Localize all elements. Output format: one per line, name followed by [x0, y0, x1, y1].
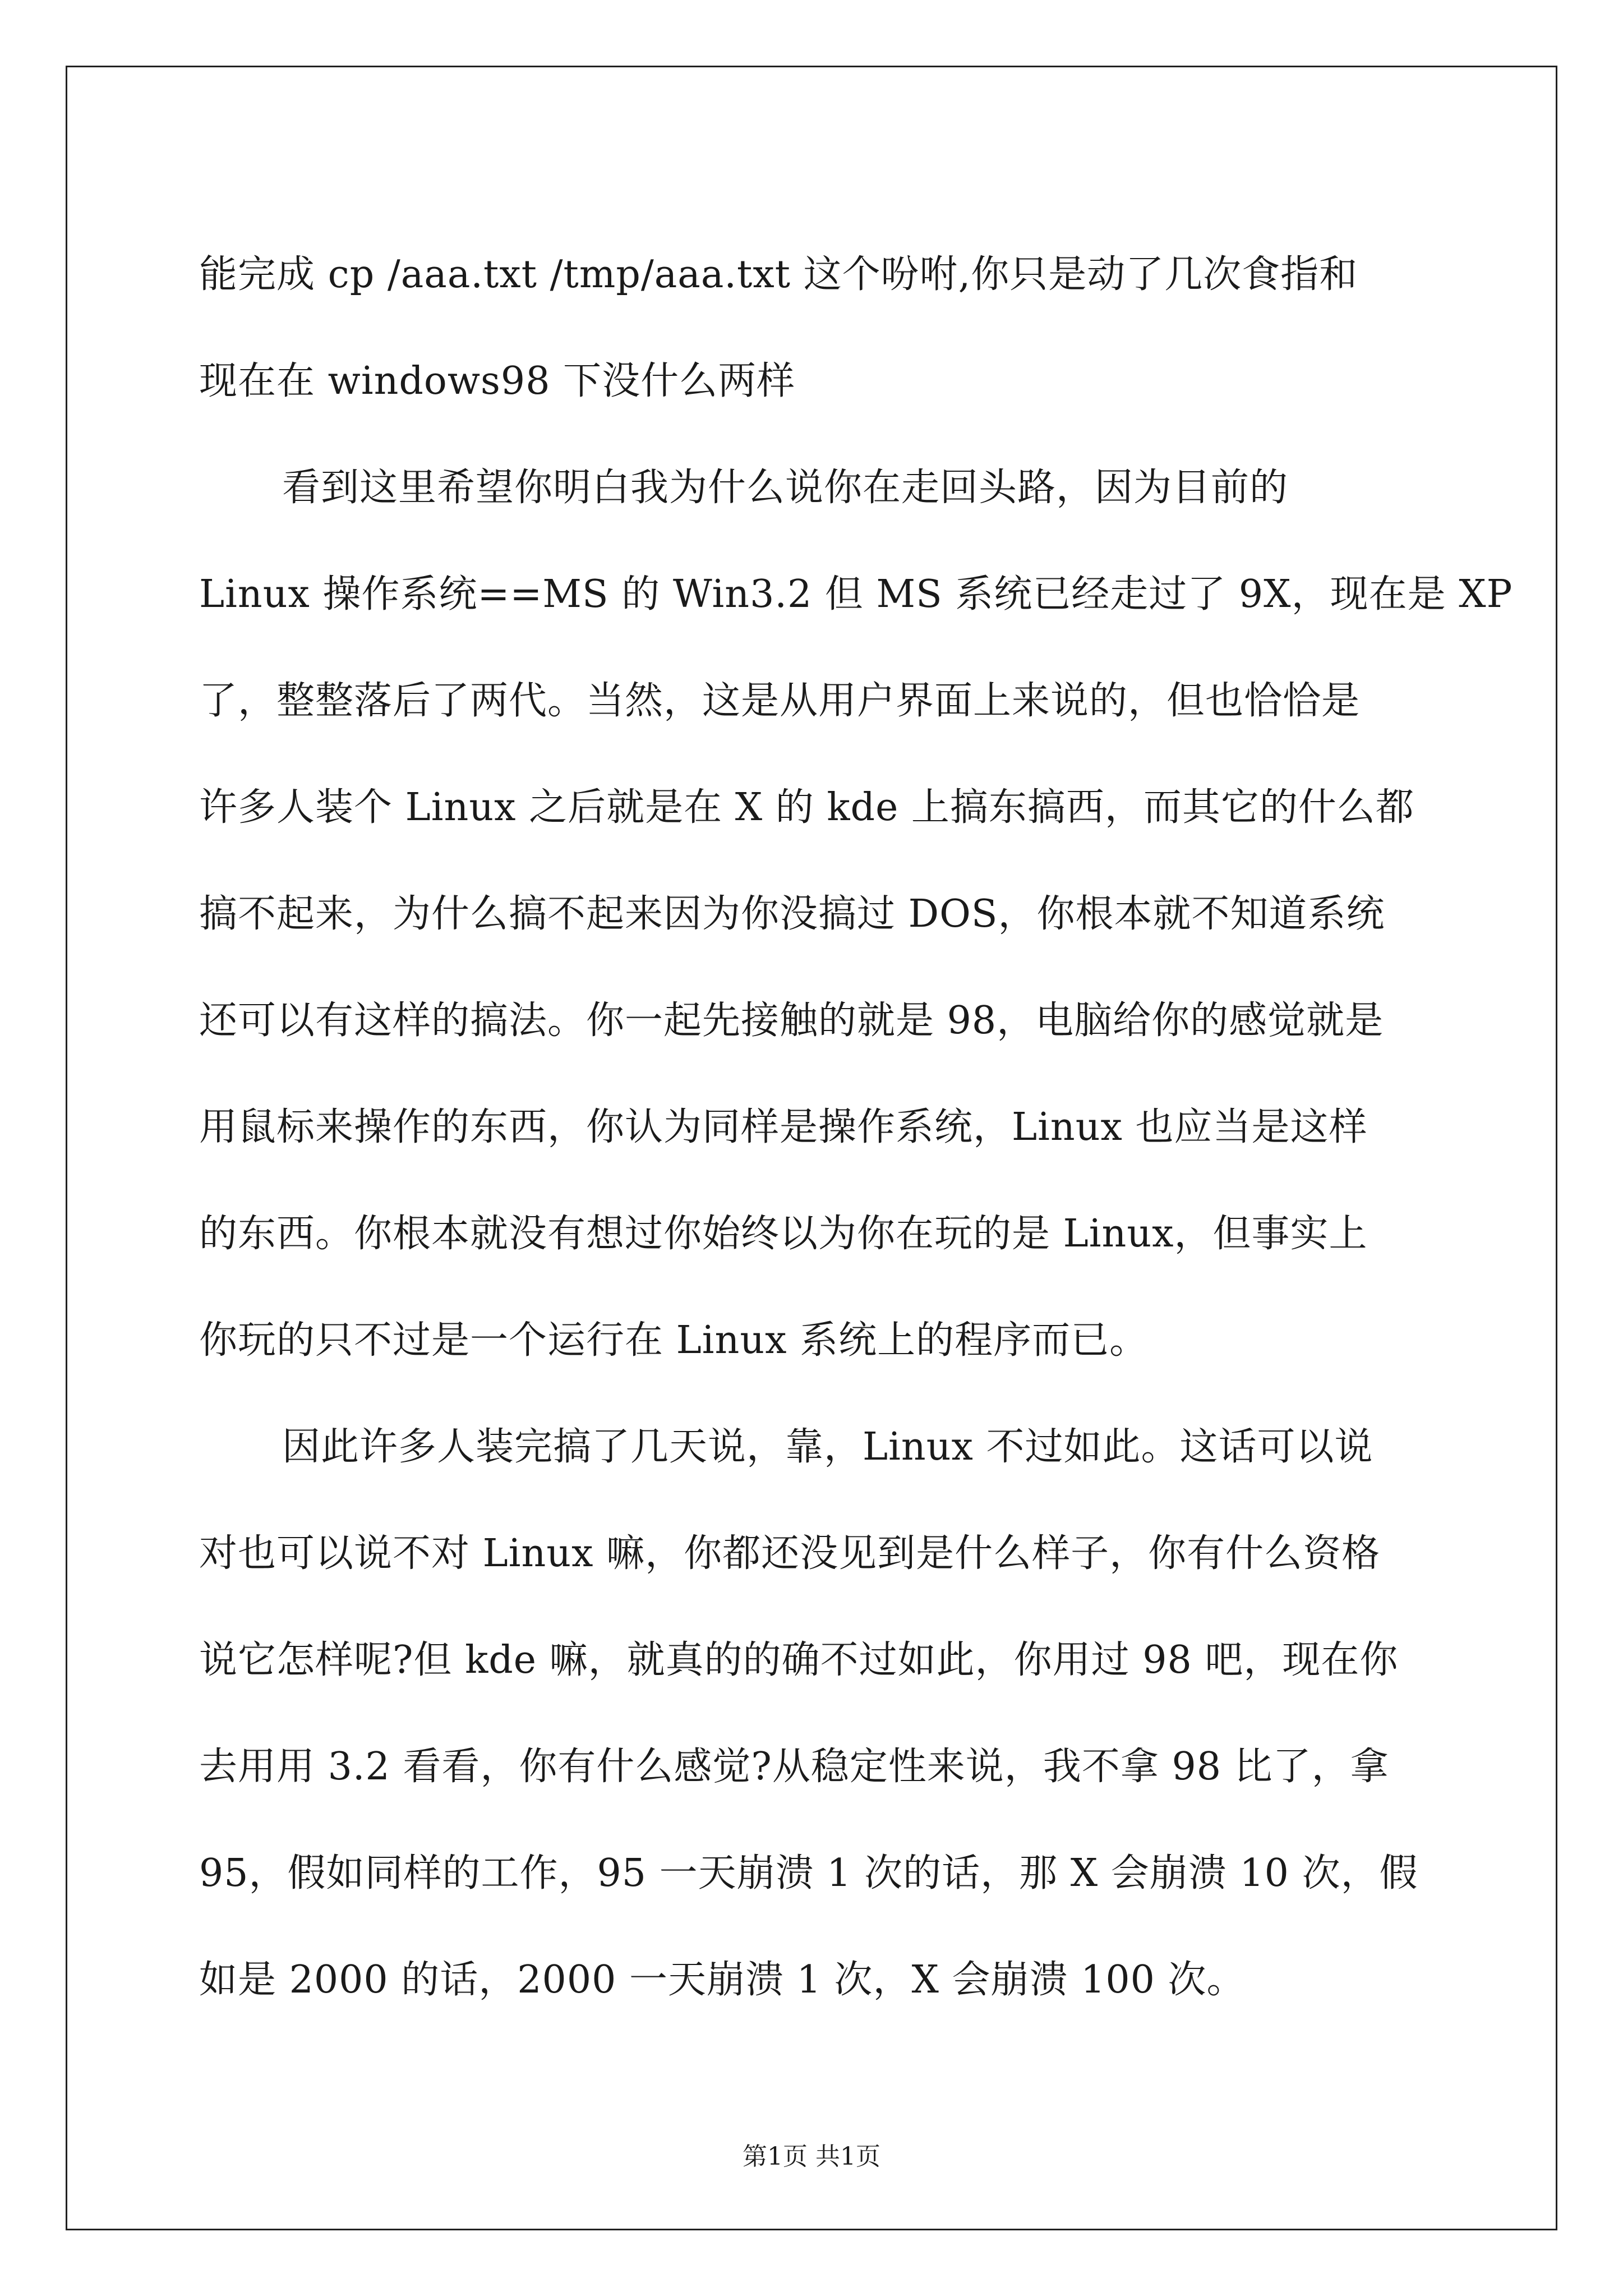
text-line: 你玩的只不过是一个运行在 Linux 系统上的程序而已。	[199, 1318, 1149, 1363]
text-line: 去用用 3.2 看看，你有什么感觉?从稳定性来说，我不拿 98 比了，拿	[199, 1745, 1389, 1789]
paragraph-start-line: 看到这里希望你明白我为什么说你在走回头路，因为目前的	[282, 466, 1289, 510]
text-line: 许多人装个 Linux 之后就是在 X 的 kde 上搞东搞西，而其它的什么都	[199, 785, 1414, 830]
text-line: 对也可以说不对 Linux 嘛，你都还没见到是什么样子，你有什么资格	[199, 1531, 1381, 1576]
text-line: 搞不起来，为什么搞不起来因为你没搞过 DOS，你根本就不知道系统	[199, 892, 1385, 936]
text-line: 的东西。你根本就没有想过你始终以为你在玩的是 Linux，但事实上	[199, 1212, 1368, 1256]
paragraph-start-line: 因此许多人装完搞了几天说，靠，Linux 不过如此。这话可以说	[282, 1425, 1373, 1469]
text-line: 能完成 cp /aaa.txt /tmp/aaa.txt 这个吩咐,你只是动了几次食指和	[199, 252, 1358, 297]
page-number-footer: 第1页 共1页	[743, 2142, 880, 2171]
text-line: 说它怎样呢?但 kde 嘛，就真的的确不过如此，你用过 98 吧，现在你	[199, 1638, 1399, 1682]
text-line: 现在在 windows98 下没什么两样	[199, 359, 796, 403]
text-line: Linux 操作系统==MS 的 Win3.2 但 MS 系统已经走过了 9X，现在是 XP	[199, 572, 1513, 616]
text-line: 用鼠标来操作的东西，你认为同样是操作系统，Linux 也应当是这样	[199, 1105, 1368, 1149]
document-body	[199, 222, 1513, 2033]
text-line: 95，假如同样的工作，95 一天崩溃 1 次的话，那 X 会崩溃 10 次，假	[199, 1851, 1418, 1895]
text-line: 如是 2000 的话，2000 一天崩溃 1 次，X 会崩溃 100 次。	[199, 1958, 1246, 2002]
text-line: 了，整整落后了两代。当然，这是从用户界面上来说的，但也恰恰是	[199, 679, 1361, 723]
text-line: 还可以有这样的搞法。你一起先接触的就是 98，电脑给你的感觉就是	[199, 999, 1384, 1043]
